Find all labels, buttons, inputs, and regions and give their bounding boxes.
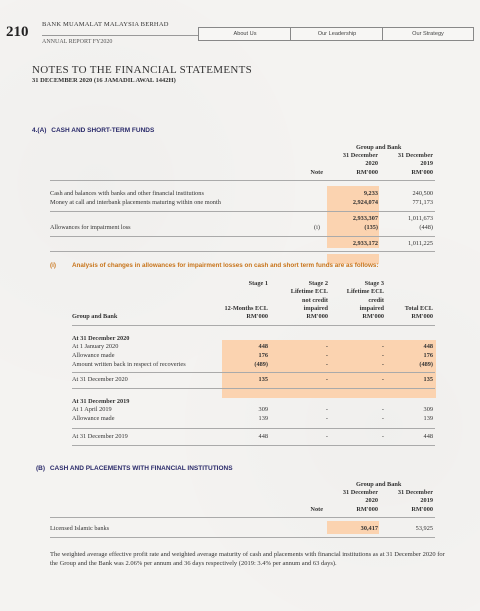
section-i-cell: - xyxy=(381,361,384,368)
section-b-col-2019: 31 December xyxy=(397,489,433,496)
section-a-row-label: Money at call and interbank placements maturing within one month xyxy=(50,199,221,206)
section-a-rule xyxy=(50,236,435,237)
section-i-cell: 309 xyxy=(258,406,268,413)
section-a-row-2020: 2,924,074 xyxy=(352,199,378,206)
nav-our-leadership-button[interactable]: Our Leadership xyxy=(290,27,384,41)
section-i-rule xyxy=(72,372,435,373)
page-subtitle: 31 DECEMBER 2020 (16 JAMADIL AWAL 1442H) xyxy=(32,77,176,84)
section-a-col-group: Group and Bank xyxy=(356,144,402,151)
bank-name: BANK MUAMALAT MALAYSIA BERHAD xyxy=(42,21,169,28)
section-i-cell: - xyxy=(325,352,328,359)
section-i-cell: - xyxy=(325,361,328,368)
section-i-col-total-unit: RM'000 xyxy=(411,313,433,320)
section-a-row-label: Cash and balances with banks and other financial institutions xyxy=(50,190,204,197)
section-i-total-label: At 31 December 2020 xyxy=(72,376,128,383)
section-i-cell: - xyxy=(325,433,328,440)
section-i-rule xyxy=(72,428,435,429)
section-b-label: (B) xyxy=(36,465,46,472)
section-a-allowance-2019: (448) xyxy=(419,224,433,231)
section-i-row-label: Allowance made xyxy=(72,352,115,359)
report-name: ANNUAL REPORT FY2020 xyxy=(42,39,113,45)
section-b-col-2020: 31 December xyxy=(342,489,378,496)
section-i-col-total: Total ECL xyxy=(404,305,433,312)
section-a-title: CASH AND SHORT-TERM FUNDS xyxy=(51,127,155,134)
section-a-rule xyxy=(50,211,435,212)
section-i-cell: 135 xyxy=(258,376,268,383)
section-b-unit-2020: RM'000 xyxy=(356,506,378,513)
section-i-rule xyxy=(72,388,435,389)
section-i-col-stage2-unit: RM'000 xyxy=(306,313,328,320)
header-divider xyxy=(42,35,198,36)
section-i-highlight xyxy=(222,340,436,398)
section-i-cell: - xyxy=(381,415,384,422)
section-a-total-2019: 1,011,225 xyxy=(408,240,433,247)
section-i-col-stage1: Stage 1 xyxy=(248,280,268,287)
section-i-2019-heading: At 31 December 2019 xyxy=(72,398,130,405)
section-a-row-2019: 240,500 xyxy=(412,190,433,197)
section-a-row-2019: 771,173 xyxy=(412,199,433,206)
section-a-col-2019: 31 December xyxy=(397,152,433,159)
section-a-total-2020: 2,933,172 xyxy=(352,240,378,247)
section-i-cell: - xyxy=(381,376,384,383)
section-i-2020-heading: At 31 December 2020 xyxy=(72,335,130,342)
section-b-unit-2019: RM'000 xyxy=(411,506,433,513)
section-b-col-2019-year: 2019 xyxy=(420,497,433,504)
section-a-label: 4.(A) xyxy=(32,127,47,134)
section-i-cell: 309 xyxy=(423,406,433,413)
section-a-header-rule xyxy=(50,180,435,181)
section-i-cell: 448 xyxy=(258,343,268,350)
section-a-col-2020: 31 December xyxy=(342,152,378,159)
section-i-col-stage2-l3: not credit xyxy=(302,297,328,304)
section-a-subtotal-2020: 2,933,307 xyxy=(352,215,378,222)
section-b-paragraph: The weighted average effective profit rate and weighted average maturity of cash and placements with financial institutions as at 31 December 2020 for the Group and the Bank was 2.06% per annum and 36 days respectively (2019: 3.4% per annum and 63 days). xyxy=(50,551,445,568)
section-i-col-stage2-l4: impaired xyxy=(303,305,328,312)
section-i-col-stage3-l3: credit xyxy=(368,297,384,304)
section-i-cell: 139 xyxy=(423,415,433,422)
section-i-col-stage2: Stage 2 xyxy=(308,280,328,287)
section-a-col-2019-year: 2019 xyxy=(420,160,433,167)
section-i-col-stage3-l2: Lifetime ECL xyxy=(346,288,384,295)
section-i-cell: - xyxy=(381,433,384,440)
section-i-cell: - xyxy=(381,343,384,350)
section-i-cell: 448 xyxy=(258,433,268,440)
section-i-cell: - xyxy=(381,352,384,359)
section-i-col-stage2-l2: Lifetime ECL xyxy=(290,288,328,295)
section-i-col-stage1-unit: RM'000 xyxy=(246,313,268,320)
section-i-row-label: At 1 January 2020 xyxy=(72,343,119,350)
nav-about-us-button[interactable]: About Us xyxy=(198,27,292,41)
section-i-col-stage1-desc: 12-Months ECL xyxy=(224,305,268,312)
section-i-cell: - xyxy=(325,406,328,413)
section-b-col-2020-year: 2020 xyxy=(365,497,378,504)
section-i-cell: 448 xyxy=(423,433,433,440)
section-i-rule xyxy=(72,445,435,446)
section-a-rule xyxy=(50,251,435,252)
section-b-note-header: Note xyxy=(310,506,323,513)
section-i-cell: 176 xyxy=(423,352,433,359)
section-a-col-2020-year: 2020 xyxy=(365,160,378,167)
section-a-unit-2020: RM'000 xyxy=(356,169,378,176)
section-b-title: CASH AND PLACEMENTS WITH FINANCIAL INSTITUTIONS xyxy=(49,465,233,472)
section-a-allowance-label: Allowances for impairment loss xyxy=(50,224,131,231)
section-i-cell: (489) xyxy=(254,361,268,368)
section-i-col-stage3-l4: impaired xyxy=(359,305,384,312)
section-b-row-label: Licensed Islamic banks xyxy=(50,525,110,532)
section-b-row-2019: 53,925 xyxy=(415,525,433,532)
section-i-cell: 176 xyxy=(258,352,268,359)
section-b-col-group: Group and Bank xyxy=(356,481,402,488)
section-i-row-head: Group and Bank xyxy=(72,313,118,320)
section-a-heading xyxy=(32,127,154,134)
section-i-cell: - xyxy=(325,376,328,383)
section-i-cell: - xyxy=(381,406,384,413)
section-a-note-header: Note xyxy=(310,169,323,176)
section-b-rule xyxy=(50,537,435,538)
section-i-col-stage3: Stage 3 xyxy=(364,280,384,287)
section-i-title: Analysis of changes in allowances for impairment losses on cash and short term funds are as follows: xyxy=(72,262,379,269)
page-title: NOTES TO THE FINANCIAL STATEMENTS xyxy=(32,64,253,76)
section-a-row-2020: 9,233 xyxy=(363,190,378,197)
section-a-allowance-2020: (135) xyxy=(364,224,378,231)
section-i-row-label: Allowance made xyxy=(72,415,115,422)
section-b-header-rule xyxy=(50,517,435,518)
nav-our-strategy-button[interactable]: Our Strategy xyxy=(382,27,474,41)
section-i-cell: - xyxy=(325,415,328,422)
section-i-label: (i) xyxy=(50,262,56,269)
section-i-cell: 448 xyxy=(423,343,433,350)
section-i-row-label: Amount written back in respect of recoveries xyxy=(72,361,186,368)
section-i-cell: 135 xyxy=(423,376,433,383)
section-a-allowance-note: (i) xyxy=(314,224,320,231)
page-number: 210 xyxy=(6,24,29,40)
section-i-cell: 139 xyxy=(258,415,268,422)
section-i-header-rule xyxy=(72,325,435,326)
section-a-subtotal-2019: 1,011,673 xyxy=(408,215,433,222)
section-i-cell: (489) xyxy=(419,361,433,368)
section-b-heading xyxy=(36,465,233,472)
section-b-row-2020: 30,417 xyxy=(360,525,378,532)
section-a-unit-2019: RM'000 xyxy=(411,169,433,176)
section-i-cell: - xyxy=(325,343,328,350)
section-i-total-label: At 31 December 2019 xyxy=(72,433,128,440)
section-i-row-label: At 1 April 2019 xyxy=(72,406,112,413)
section-i-col-stage3-unit: RM'000 xyxy=(362,313,384,320)
